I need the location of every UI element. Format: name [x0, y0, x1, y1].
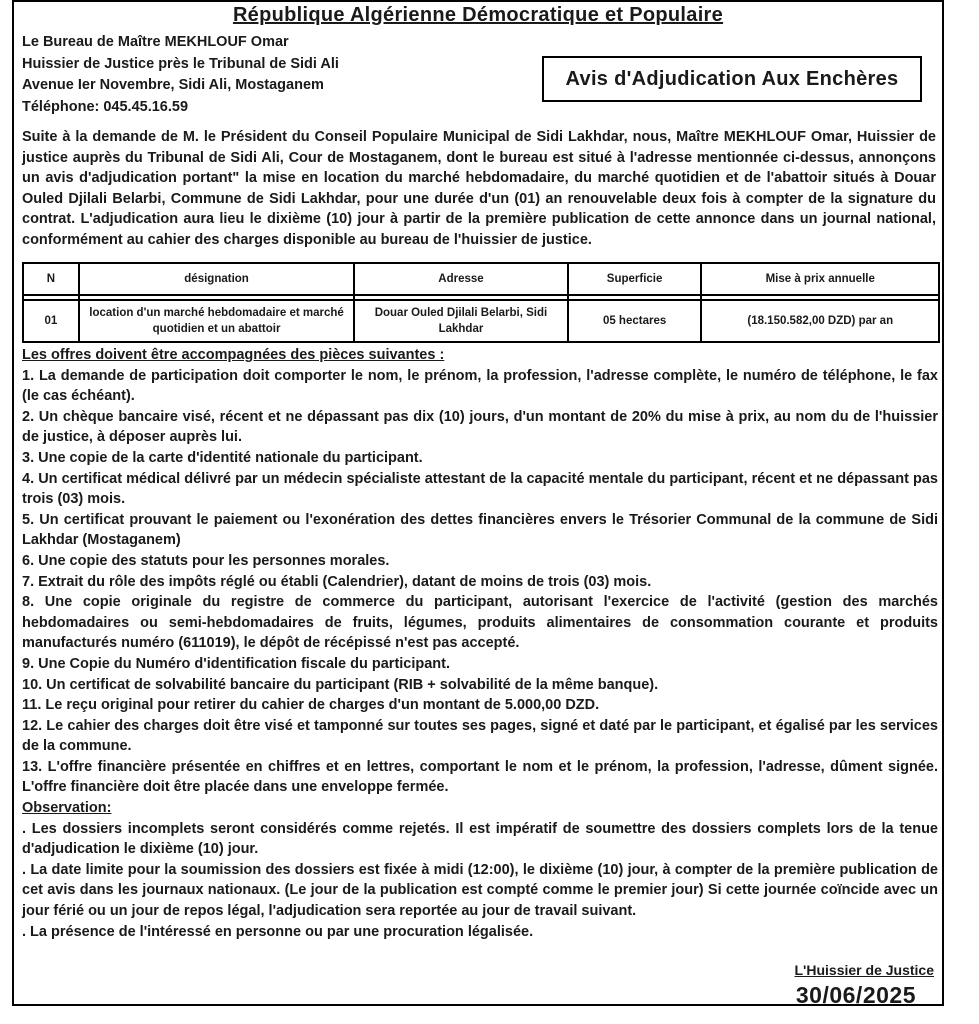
requirement-item: 10. Un certificat de solvabilité bancaire du participant (RIB + solvabilité de la même banque). — [22, 676, 659, 693]
intro-paragraph: Suite à la demande de M. le Président du Conseil Populaire Municipal de Sidi Lakhdar, nous, Maître MEKHLOUF Omar, Huissier de justice auprès du Tribunal de Sidi Ali, Cour de Mostaganem, dont le bureau est situé à l'adresse mentionnée ci-dessus, annonçons un avis d'adjudication portant" la mise en location du marché hebdomadaire, du marché quotidien et de l'abattoir situés à Douar Ouled Djilali Belarbi, Commune de Sidi Lakhdar, pour une durée d'un (01) an renouvelable deux fois à compter de la signature du contrat. L'adjudication aura lieu le dixième (10) jour à partir de la première publication de cette annonce dans un journal national, conformément au cahier des charges disponible au bureau de l'huissier de justice. — [22, 129, 936, 248]
requirement-item: 11. Le reçu original pour retirer du cahier de charges d'un montant de 5.000,00 DZD. — [22, 697, 600, 714]
office-phone: Téléphone: 045.45.16.59 — [22, 98, 189, 115]
signature-label: L'Huissier de Justice — [794, 962, 934, 978]
lots-table — [22, 262, 940, 343]
notice-title: Avis d'Adjudication Aux Enchères — [565, 67, 899, 90]
cell-number: 01 — [23, 300, 79, 342]
requirement-item: 3. Une copie de la carte d'identité nationale du participant. — [22, 449, 423, 466]
observation-item: . Les dossiers incomplets seront considérés comme rejetés. Il est impératif de soumettre des dossiers complets lors de la tenue d'adjudication le dixième (10) jour. — [22, 820, 938, 858]
cell-designation: location d'un marché hebdomadaire et marché quotidien et un abattoir — [79, 300, 354, 342]
republic-heading: République Algérienne Démocratique et Populaire — [232, 4, 724, 26]
requirement-item: 13. L'offre financière présentée en chiffres et en lettres, comportant le nom et le prénom, la profession, l'adresse, dûment signée. L'offre financière doit être placée dans une enveloppe fermée. — [22, 758, 938, 796]
cell-address: Douar Ouled Djilali Belarbi, Sidi Lakhdar — [354, 300, 567, 342]
requirement-item: 2. Un chèque bancaire visé, récent et ne dépassant pas dix (10) jours, d'un montant de 20% du mise à prix, au nom du de l'huissier de justice, à déposer auprès lui. — [22, 408, 938, 446]
column-header-price: Mise à prix annuelle — [701, 263, 939, 295]
requirement-item: 6. Une copie des statuts pour les personnes morales. — [22, 552, 390, 569]
office-line: Huissier de Justice près le Tribunal de Sidi Ali — [22, 55, 339, 72]
column-header-number: N — [23, 263, 79, 295]
notice-date: 30/06/2025 — [795, 982, 916, 1008]
requirement-item: 4. Un certificat médical délivré par un médecin spécialiste attestant de la capacité mentale du participant, récent et ne dépassant pas trois (03) mois. — [22, 470, 938, 508]
cell-price: (18.150.582,00 DZD) par an — [701, 300, 939, 342]
requirement-item: 12. Le cahier des charges doit être visé et tamponné sur toutes ses pages, signé et daté par le participant, et égalisé par les services de la commune. — [22, 717, 938, 755]
column-header-designation: désignation — [79, 263, 354, 295]
requirement-item: 7. Extrait du rôle des impôts réglé ou établi (Calendrier), datant de moins de trois (03) mois. — [22, 573, 652, 590]
requirement-item: 1. La demande de participation doit comporter le nom, le prénom, la profession, l'adresse complète, le numéro de téléphone, le fax (le cas échéant). — [22, 367, 938, 405]
requirement-item: 5. Un certificat prouvant le paiement ou l'exonération des dettes financières envers le Trésorier Communal de la commune de Sidi Lakhdar (Mostaganem) — [22, 511, 938, 549]
observation-item: . La date limite pour la soumission des dossiers est fixée à midi (12:00), le dixième (10) jour, à compter de la première publication de cet avis dans les journaux nationaux. (Le jour de la publication est compté comme le premier jour) Si cette journée coïncide avec un jour férié ou un jour de repos légal, l'adjudication sera reportée au jour de travail suivant. — [22, 861, 938, 920]
table-header-row — [23, 263, 939, 295]
office-line: Avenue Ier Novembre, Sidi Ali, Mostaganem — [22, 77, 324, 93]
table-row — [23, 300, 939, 342]
notice-title-box — [542, 56, 922, 102]
requirements-heading: Les offres doivent être accompagnées des pièces suivantes : — [22, 347, 445, 363]
notice-body — [22, 345, 938, 942]
requirement-item: 8. Une copie originale du registre de commerce du participant, autorisant l'exercice de l'activité (gestion des marchés hebdomadaires ou semi-hebdomadaires de fruits, légumes, produits alimentaires de consommation courante et produits manufacturés numéro (611019), le dépôt de récépissé n'est pas accepté. — [22, 594, 938, 652]
column-header-area: Superficie — [568, 263, 702, 295]
requirement-item: 9. Une Copie du Numéro d'identification fiscale du participant. — [22, 655, 451, 672]
observation-item: . La présence de l'intéressé en personne ou par une procuration légalisée. — [22, 923, 534, 940]
observation-heading: Observation: — [22, 800, 112, 817]
bailiff-office-block — [22, 32, 339, 118]
office-line: Le Bureau de Maître MEKHLOUF Omar — [22, 34, 289, 50]
cell-area: 05 hectares — [568, 300, 702, 342]
notice-page — [12, 0, 944, 1006]
column-header-address: Adresse — [354, 263, 567, 295]
